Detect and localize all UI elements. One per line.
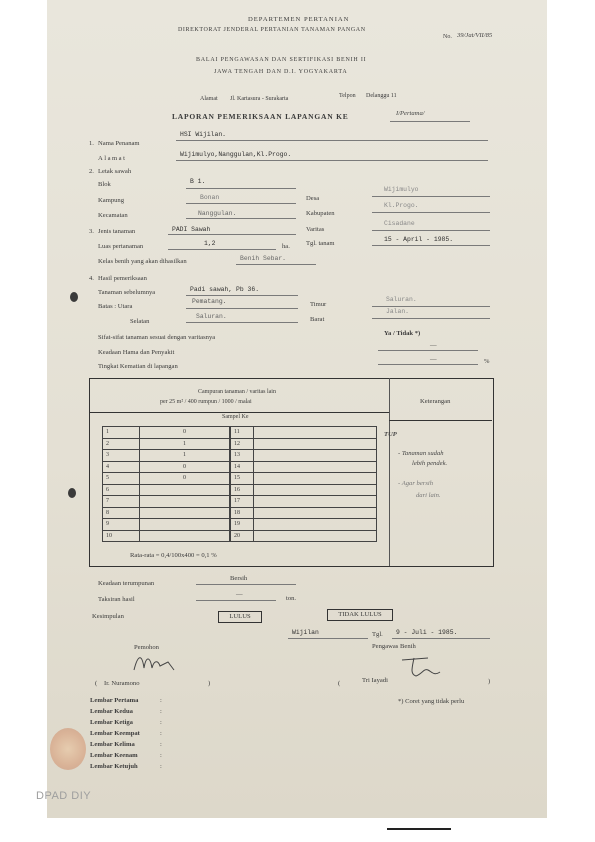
rule [378,364,478,365]
applicant-close-paren: ) [208,680,211,687]
rule [196,600,276,601]
title-underline [390,121,470,122]
clump-condition-value: Bersih [230,575,248,582]
border-east-value: Saluran. [386,296,417,303]
address-label: Alamat [200,96,218,102]
sample-value [140,496,230,508]
previous-crop-value: Padi sawah, Pb 36. [190,286,260,293]
inspector-close-paren: ) [488,678,491,685]
rule [176,140,488,141]
distribution-item: Lembar Kedua [90,708,133,715]
border-west-value: Jalan. [386,308,410,315]
inspector-name: Tri Iayadi [362,677,388,684]
table-heading-line-2: per 25 m² / 400 rumpun / 1000 / malai [160,399,252,405]
remarks-line-2: - Tanaman sudah [398,450,444,457]
planting-date-label: Tgl. tanam [306,240,335,247]
sign-place: Wijilan [292,629,319,636]
distribution-item: Lembar Kelima [90,741,135,748]
doc-no-label: No. [443,34,452,40]
applicant-signature [130,650,180,676]
kecamatan-label: Kecamatan [98,212,128,219]
rule [372,245,490,246]
mortality-unit: % [484,358,490,365]
rule [392,638,490,639]
sample-row [103,438,230,450]
grower-address-value: Wijimulyo,Nanggulan,Kl.Progo. [180,151,292,158]
variety-conformity-label: Sifat-sifat tanaman sesuai dengan varitasnya [98,334,216,341]
applicant-open-paren: ( [95,680,98,687]
blok-value: B 1. [190,178,206,185]
archive-watermark: DPAD DIY [36,790,92,802]
sample-average: Rata-rata = 0,4/100x400 = 0,1 % [130,552,217,559]
sample-row [103,507,230,519]
sample-value [140,519,230,531]
sample-number: 7 [103,496,140,508]
kabupaten-value: Kl.Progo. [384,202,419,209]
table-header-rule-right [389,420,492,421]
sample-row [103,530,230,542]
sample-value [140,507,230,519]
sample-value [140,484,230,496]
ministry-name: DEPARTEMEN PERTANIAN [248,16,350,23]
footer-bar [387,828,451,830]
sample-number: 9 [103,519,140,531]
area-unit: ha. [282,243,290,250]
inspection-result-title: Hasil pemeriksaan [98,275,147,282]
distribution-colon: : [160,752,162,759]
sample-row [231,427,377,439]
grower-name-value: HSI Wijilan. [180,131,227,138]
planting-date-value: 15 - April - 1985. [384,236,454,243]
sample-row [231,473,377,485]
sample-value [254,496,377,508]
sample-number: 17 [231,496,254,508]
sample-row [103,461,230,473]
applicant-label: Pemohon [134,644,159,651]
sample-row [103,450,230,462]
sample-number: 8 [103,507,140,519]
sample-number: 5 [103,473,140,485]
kampung-value: Bonan [200,194,220,201]
sample-number: 14 [231,461,254,473]
previous-crop-label: Tanaman sebelumnya [98,289,156,296]
rule [196,584,296,585]
archive-seal-emblem [50,728,86,770]
table-divider [389,378,390,566]
phone-value: Delanggu 11 [366,93,397,99]
institute-line-1: BALAI PENGAWASAN DAN SERTIFIKASI BENIH II [196,57,367,63]
sample-number: 3 [103,450,140,462]
rule [176,160,488,161]
rule [378,350,478,351]
sample-number: 19 [231,519,254,531]
sign-date-label: Tgl. [372,631,383,638]
remarks-header: Keterangan [420,398,451,405]
rule [372,230,490,231]
distribution-colon: : [160,719,162,726]
rule [372,306,490,307]
institute-line-2: JAWA TENGAH DAN D.I. YOGYAKARTA [214,69,348,75]
sample-row [103,519,230,531]
distribution-colon: : [160,730,162,737]
sample-row [231,438,377,450]
border-south-label: Selatan [130,318,150,325]
table-header-rule [89,412,389,413]
sample-row [231,519,377,531]
yield-estimate-value: — [236,591,243,598]
report-title-number: I/Pertama/ [396,110,425,117]
sample-number: 6 [103,484,140,496]
inspector-signature [398,654,444,680]
sec4-number: 4. [89,275,94,282]
rule [186,218,296,219]
field-location-title: Letak sawah [98,168,132,175]
area-value: 1,2 [204,240,216,247]
rule [186,295,298,296]
distribution-colon: : [160,708,162,715]
sample-value: 0 [140,427,230,439]
distribution-item: Lembar Pertama [90,697,139,704]
sample-value: 0 [140,461,230,473]
sign-date: 9 - Juli - 1985. [396,629,458,636]
inspector-open-paren: ( [338,680,341,687]
mortality-label: Tingkat Kematian di lapangan [98,363,178,370]
border-north-label: Batas : Utara [98,303,133,310]
sample-value [254,450,377,462]
rule [372,318,490,319]
sample-value: 0 [140,473,230,485]
sample-number: 1 [103,427,140,439]
sample-table-left [102,426,230,542]
blok-label: Blok [98,181,111,188]
pest-label: Keadaan Hama dan Penyakit [98,349,175,356]
sample-row [103,484,230,496]
sample-number: 13 [231,450,254,462]
doc-no: 39/Jat/VII/85 [457,32,493,39]
sample-number: 18 [231,507,254,519]
sample-header: Sampel Ke [222,414,249,420]
remarks-line-1: TUP [384,431,397,438]
sample-value [254,530,377,542]
sample-value [254,507,377,519]
sample-value: 1 [140,450,230,462]
sec3-number: 3. [89,228,94,235]
address-value: Jl. Kartasura - Surakarta [230,96,289,102]
remarks-line-4: - Agar bersih [398,480,434,487]
desa-label: Desa [306,195,320,202]
distribution-item: Lembar Keempat [90,730,140,737]
border-east-label: Timur [310,301,327,308]
sec2-number: 2. [89,168,94,175]
sample-number: 11 [231,427,254,439]
sample-number: 15 [231,473,254,485]
sample-number: 10 [103,530,140,542]
kabupaten-label: Kabupaten [306,210,335,217]
yield-unit: ton. [286,595,297,602]
kampung-label: Kampung [98,197,125,204]
rule [186,308,298,309]
fail-box: TIDAK LULUS [327,609,393,621]
distribution-colon: : [160,697,162,704]
rule [168,234,296,235]
pest-value: — [430,342,437,349]
seed-class-label: Kelas benih yang akan dihasilkan [98,258,187,265]
distribution-item: Lembar Ketujuh [90,763,138,770]
mortality-value: — [430,356,437,363]
sample-number: 12 [231,438,254,450]
remarks-line-3: lebih pendek. [412,460,448,467]
sample-value: 1 [140,438,230,450]
report-title: LAPORAN PEMERIKSAAN LAPANGAN KE [172,112,349,121]
table-heading-line-1: Campuran tanaman / varitas lain [198,389,276,395]
border-south-value: Saluran. [196,313,227,320]
sample-row [231,496,377,508]
distribution-item: Lembar Keenam [90,752,138,759]
border-north-value: Pematang. [192,298,227,305]
pass-box: LULUS [218,611,262,623]
punch-hole-top [70,292,78,302]
sample-value [254,473,377,485]
phone-label: Telpon [339,93,356,99]
sample-row [231,484,377,496]
sample-number: 4 [103,461,140,473]
rule [288,638,368,639]
sample-value [140,530,230,542]
sample-row [231,450,377,462]
desa-value: Wijimulyo [384,186,419,193]
variety-label: Varitas [306,226,325,233]
sample-row [103,473,230,485]
area-label: Luas pertanaman [98,243,144,250]
sample-row [103,496,230,508]
conclusion-label: Kesimpulan [92,613,124,620]
sample-value [254,427,377,439]
rule [186,188,296,189]
sample-table-right [230,426,377,542]
crop-type-label: Jenis tanaman [98,228,136,235]
distribution-item: Lembar Ketiga [90,719,133,726]
grower-name-label: Nama Penanam [98,140,140,147]
crop-type-value: PADI Sawah [172,226,211,233]
remarks-line-5: dari lain. [416,492,441,499]
punch-hole-bottom [68,488,76,498]
variety-conformity-value: Ya / Tidak *) [384,330,421,337]
sample-value [254,519,377,531]
directorate-name: DIREKTORAT JENDERAL PERTANIAN TANAMAN PANGAN [178,27,366,33]
applicant-name: Ir. Nuramono [104,680,140,687]
clump-condition-label: Keadaan terumpunan [98,580,155,587]
sample-row [231,507,377,519]
sample-row [103,427,230,439]
yield-estimate-label: Taksiran hasil [98,596,135,603]
rule [186,322,298,323]
border-west-label: Barat [310,316,325,323]
sample-value [254,484,377,496]
grower-address-label: Alamat [98,155,127,162]
rule [186,203,296,204]
sample-value [254,461,377,473]
variety-value: Cisadane [384,220,415,227]
rule [236,264,316,265]
sample-number: 16 [231,484,254,496]
sample-number: 20 [231,530,254,542]
footnote: *) Coret yang tidak perlu [398,698,465,705]
inspector-label: Pengawas Benih [372,643,416,650]
distribution-colon: : [160,763,162,770]
sample-row [231,530,377,542]
sample-row [231,461,377,473]
sec1-number: 1. [89,140,94,147]
seed-class-value: Benih Sebar. [240,255,287,262]
sample-number: 2 [103,438,140,450]
distribution-colon: : [160,741,162,748]
rule [372,196,490,197]
rule [372,212,490,213]
kecamatan-value: Nanggulan. [198,210,237,217]
sample-value [254,438,377,450]
rule [168,249,276,250]
